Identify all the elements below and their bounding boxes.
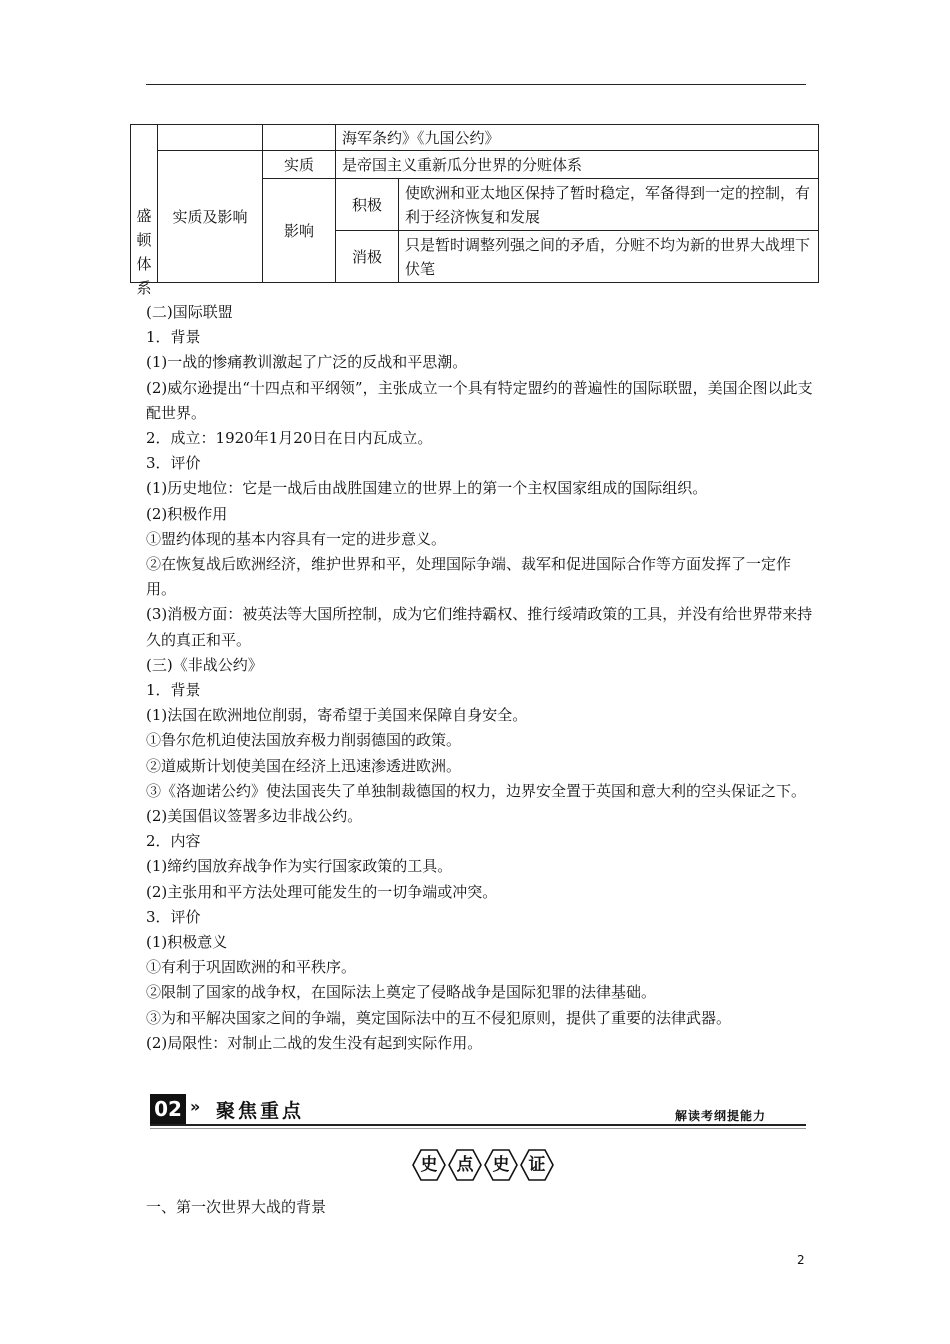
side-char: 顿 — [136, 231, 152, 249]
hex-badge — [520, 1148, 554, 1182]
empty-cell — [158, 125, 263, 151]
line: (二)国际联盟 — [146, 303, 233, 321]
line: 2．内容 — [146, 832, 201, 851]
hex-char: 点 — [456, 1155, 474, 1175]
line: (3)消极方面：被英法等大国所控制，成为它们维持霸权、推行绥靖政策的工具，并没有给世界带来持久的真正和平。 — [146, 605, 813, 649]
side-char: 系 — [136, 279, 152, 297]
line: ②在恢复战后欧洲经济，维护世界和平，处理国际争端、裁军和促进国际合作等方面发挥了一定作用。 — [146, 555, 792, 599]
line: (1)缔约国放弃战争作为实行国家政策的工具。 — [146, 857, 453, 876]
side-label — [136, 204, 152, 300]
hex-badge — [484, 1148, 518, 1182]
negative-text: 只是暂时调整列强之间的矛盾，分赃不均为新的世界大战埋下伏笔 — [399, 231, 819, 283]
essence-label: 实质 — [263, 151, 336, 179]
negative-label: 消极 — [336, 231, 399, 283]
summary-table — [130, 124, 819, 297]
line: ③为和平解决国家之间的争端，奠定国际法中的互不侵犯原则，提供了重要的法律武器。 — [146, 1008, 732, 1027]
line: ②限制了国家的战争权，在国际法上奠定了侵略战争是国际犯罪的法律基础。 — [146, 983, 657, 1002]
page-number: 2 — [797, 1253, 805, 1267]
row0-text: 海军条约》《九国公约》 — [336, 125, 819, 151]
line: ①盟约体现的基本内容具有一定的进步意义。 — [146, 529, 447, 548]
line: 1．背景 — [146, 681, 201, 700]
chevron-icon: » — [190, 1097, 201, 1116]
line: (1)法国在欧洲地位削弱，寄希望于美国来保障自身安全。 — [146, 706, 528, 725]
hex-char: 史 — [420, 1155, 438, 1175]
line: ①鲁尔危机迫使法国放弃极力削弱德国的政策。 — [146, 731, 462, 750]
table-row — [131, 125, 819, 151]
banner-rule — [150, 1124, 806, 1126]
side-label-cell — [131, 125, 158, 297]
hex-char: 史 — [492, 1155, 510, 1175]
essence-text: 是帝国主义重新瓜分世界的分赃体系 — [336, 151, 819, 179]
banner-title: 聚焦重点 — [216, 1100, 305, 1122]
positive-label: 积极 — [336, 179, 399, 231]
hex-badge-row — [412, 1148, 554, 1186]
line: ①有利于巩固欧洲的和平秩序。 — [146, 958, 357, 977]
section-banner — [150, 1094, 806, 1130]
hex-badge — [448, 1148, 482, 1182]
line: 2．成立：1920年1月20日在日内瓦成立。 — [146, 429, 433, 448]
hex-badge — [412, 1148, 446, 1182]
line: (2)主张用和平方法处理可能发生的一切争端或冲突。 — [146, 882, 498, 901]
line: ③《洛迦诺公约》使法国丧失了单独制裁德国的权力，边界安全置于英国和意大利的空头保证之下。 — [146, 781, 807, 800]
section-heading: 一、第一次世界大战的背景 — [146, 1198, 327, 1216]
banner-rule-thin — [150, 1128, 806, 1129]
line: ②道威斯计划使美国在经济上迅速渗透进欧洲。 — [146, 756, 462, 775]
line: 3．评价 — [146, 907, 201, 926]
hex-char: 证 — [528, 1155, 546, 1175]
line: (2)积极作用 — [146, 504, 228, 523]
positive-text: 使欧洲和亚太地区保持了暂时稳定，军备得到一定的控制，有利于经济恢复和发展 — [399, 179, 819, 231]
header-rule — [146, 84, 806, 85]
empty-cell — [263, 125, 336, 151]
side-char: 体 — [136, 255, 152, 273]
group-label: 实质及影响 — [158, 151, 263, 283]
banner-subtitle: 解读考纲提能力 — [674, 1109, 766, 1123]
line: (1)历史地位：它是一战后由战胜国建立的世界上的第一个主权国家组成的国际组织。 — [146, 479, 708, 498]
side-char: 盛 — [136, 207, 152, 225]
line: (三)《非战公约》 — [146, 655, 263, 674]
line: (2)局限性：对制止二战的发生没有起到实际作用。 — [146, 1033, 483, 1052]
line: (1)一战的惨痛教训激起了广泛的反战和平思潮。 — [146, 353, 468, 372]
section-number-badge: 02 — [150, 1094, 186, 1124]
body-text — [146, 300, 814, 1056]
line: (2)威尔逊提出“十四点和平纲领”，主张成立一个具有特定盟约的普遍性的国际联盟，美国企图以此支配世界。 — [146, 378, 813, 422]
table-row — [131, 151, 819, 179]
influence-label: 影响 — [263, 179, 336, 283]
line: 3．评价 — [146, 454, 201, 473]
line: 1．背景 — [146, 328, 201, 347]
line: (1)积极意义 — [146, 933, 228, 952]
line: (2)美国倡议签署多边非战公约。 — [146, 807, 363, 826]
